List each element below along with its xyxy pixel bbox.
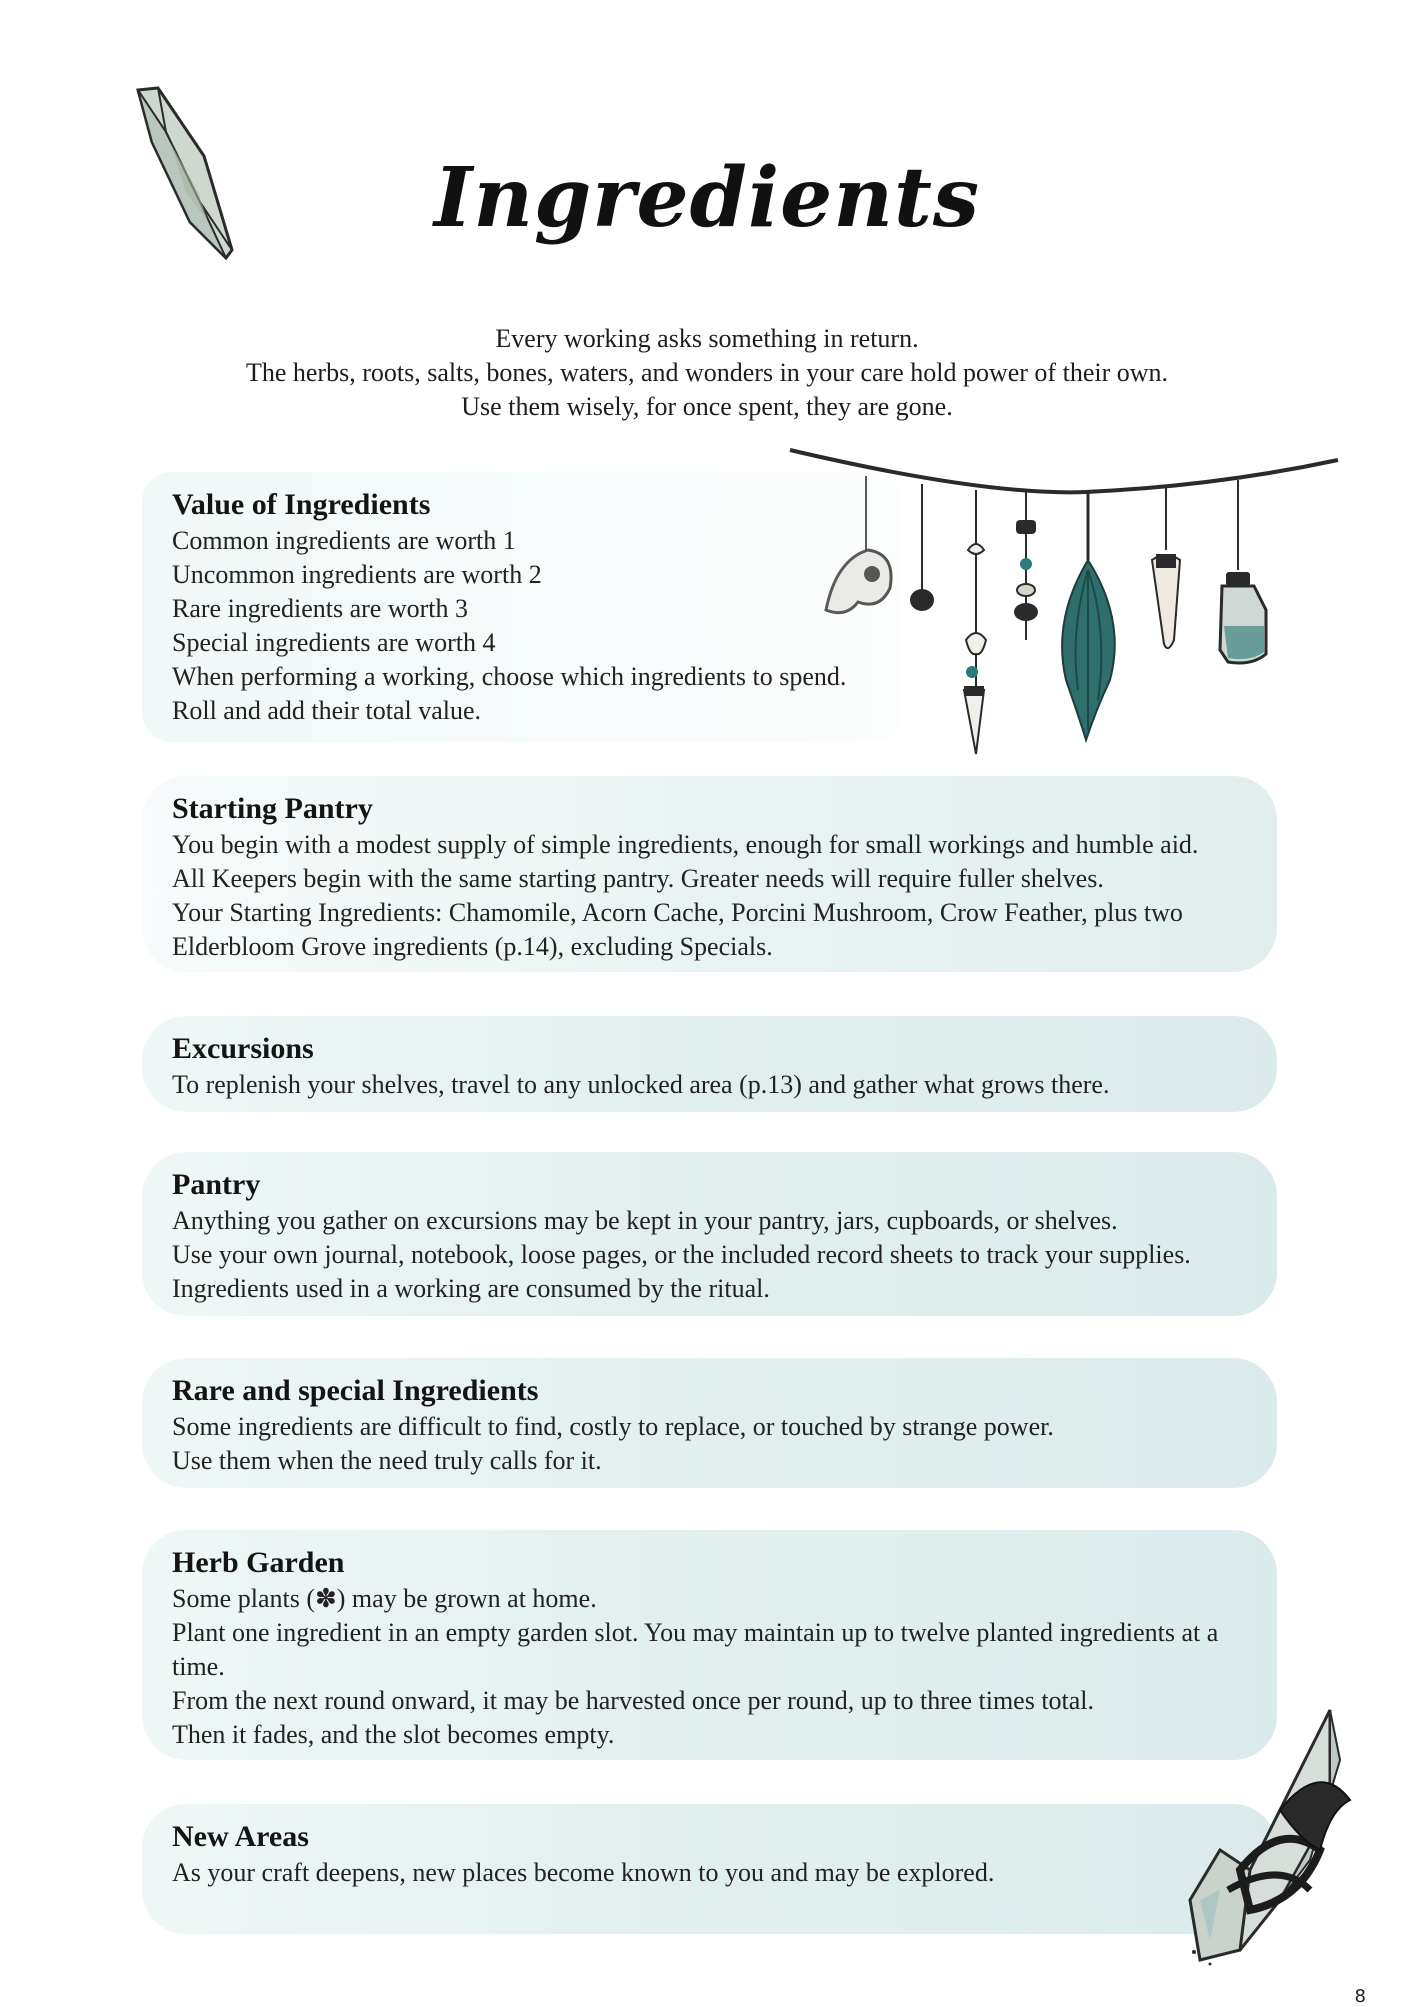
section-line: Special ingredients are worth 4 (172, 628, 496, 657)
section-heading: Starting Pantry (172, 792, 373, 825)
section-rare-and-special (142, 1358, 1277, 1488)
intro-line: The herbs, roots, salts, bones, waters, and wonders in your care hold power of their own. (245, 358, 1169, 387)
section-heading: Excursions (172, 1032, 314, 1065)
section-heading: New Areas (172, 1820, 309, 1853)
section-starting-pantry (142, 776, 1277, 972)
section-line: Plant one ingredient in an empty garden slot. You may maintain up to twelve planted ingredients at a (172, 1618, 1219, 1647)
section-heading: Value of Ingredients (172, 488, 431, 521)
intro-text (0, 322, 1414, 424)
section-line: Roll and add their total value. (172, 696, 482, 725)
section-pantry (142, 1152, 1277, 1316)
intro-line: Every working asks something in return. (495, 324, 919, 353)
intro-line: Use them wisely, for once spent, they are gone. (461, 392, 953, 421)
section-line: When performing a working, choose which ingredients to spend. (172, 662, 847, 691)
section-line: Some plants (✽) may be grown at home. (172, 1584, 597, 1613)
section-line: Rare ingredients are worth 3 (172, 594, 469, 623)
section-line: Your Starting Ingredients: Chamomile, Acorn Cache, Porcini Mushroom, Crow Feather, plus two (172, 898, 1183, 927)
section-line: All Keepers begin with the same starting pantry. Greater needs will require fuller shelves. (172, 864, 1104, 893)
section-line: From the next round onward, it may be harvested once per round, up to three times total. (172, 1686, 1095, 1715)
section-heading: Pantry (172, 1168, 261, 1201)
section-line: Ingredients used in a working are consumed by the ritual. (172, 1274, 770, 1303)
section-line: To replenish your shelves, travel to any unlocked area (p.13) and gather what grows there. (172, 1070, 1110, 1099)
section-line: Use them when the need truly calls for it. (172, 1446, 602, 1475)
section-herb-garden (142, 1530, 1277, 1760)
section-line: Uncommon ingredients are worth 2 (172, 560, 542, 589)
section-new-areas (142, 1804, 1277, 1934)
page-title: Ingredients (433, 150, 980, 246)
section-line: Some ingredients are difficult to find, costly to replace, or touched by strange power. (172, 1412, 1054, 1441)
section-line: As your craft deepens, new places become known to you and may be explored. (172, 1858, 995, 1887)
section-line: time. (172, 1652, 225, 1681)
section-line: Anything you gather on excursions may be kept in your pantry, jars, cupboards, or shelves. (172, 1206, 1118, 1235)
section-value-of-ingredients (142, 472, 902, 742)
section-line: Then it fades, and the slot becomes empty. (172, 1720, 615, 1749)
page-number: 8 (1354, 1986, 1366, 2007)
section-heading: Herb Garden (172, 1546, 345, 1579)
section-excursions (142, 1016, 1277, 1112)
section-line: You begin with a modest supply of simple ingredients, enough for small workings and humble aid. (172, 830, 1199, 859)
crystal-bundle-illustration (1180, 1700, 1360, 1970)
section-line: Elderbloom Grove ingredients (p.14), excluding Specials. (172, 932, 773, 961)
section-line: Common ingredients are worth 1 (172, 526, 516, 555)
section-heading: Rare and special Ingredients (172, 1374, 539, 1407)
section-line: Use your own journal, notebook, loose pages, or the included record sheets to track your supplies. (172, 1240, 1191, 1269)
